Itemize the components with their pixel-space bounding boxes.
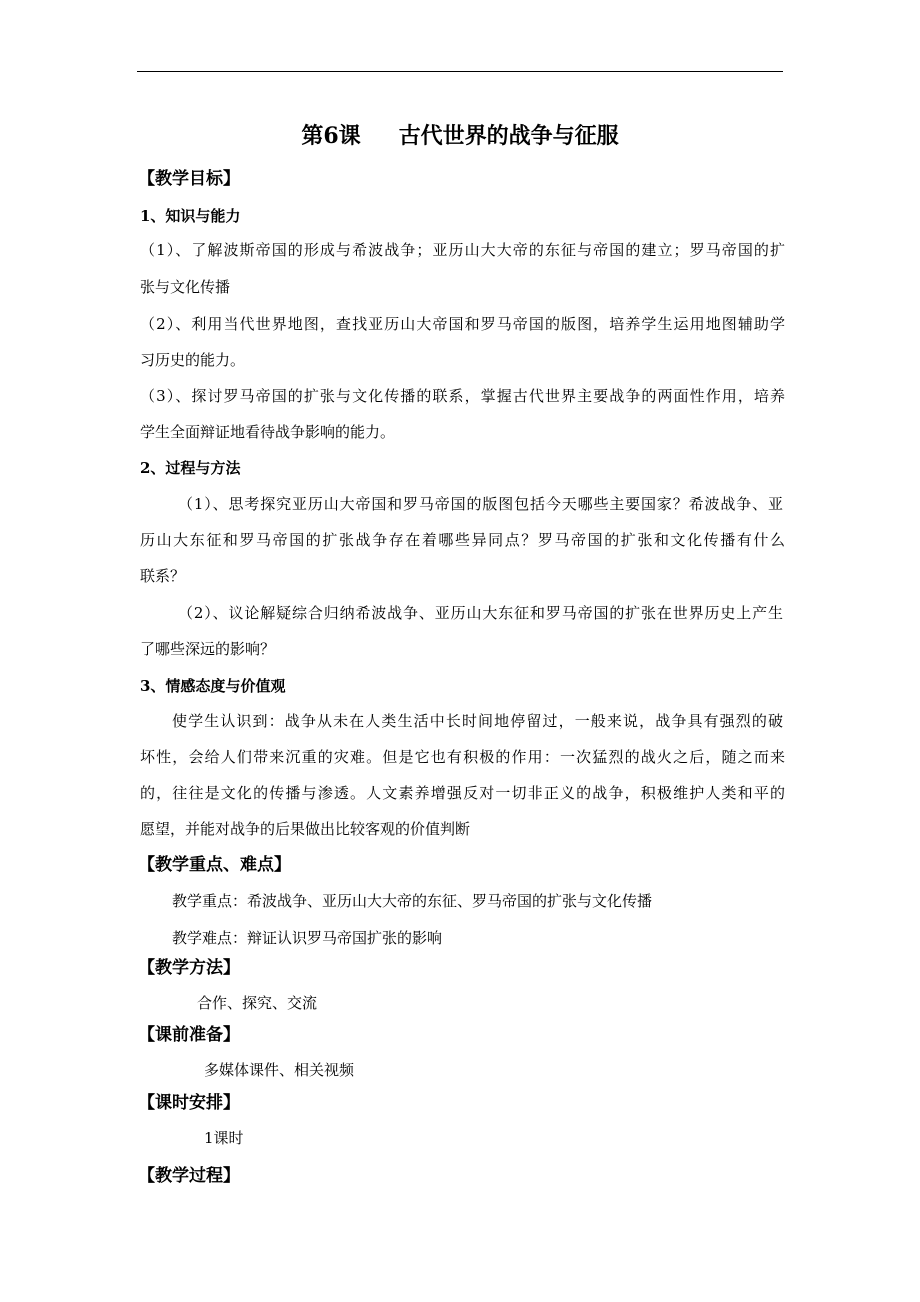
paragraph-line: 愿望，并能对战争的后果做出比较客观的价值判断 xyxy=(140,820,471,838)
paragraph-line: （1）、思考探究亚历山大帝国和罗马帝国的版图包括今天哪些主要国家？希波战争、亚 xyxy=(178,495,783,513)
header-rule xyxy=(137,71,783,72)
preparation-value: 多媒体课件、相关视频 xyxy=(204,1061,355,1079)
lesson-name: 古代世界的战争与征服 xyxy=(398,123,619,149)
heading-key-difficult: 【教学重点、难点】 xyxy=(138,855,291,875)
heading-schedule: 【课时安排】 xyxy=(138,1093,240,1113)
paragraph-line: （2）、议论解疑综合归纳希波战争、亚历山大东征和罗马帝国的扩张在世界历史上产生 xyxy=(178,604,783,622)
key-points: 教学重点：希波战争、亚历山大大帝的东征、罗马帝国的扩张与文化传播 xyxy=(172,892,653,910)
paragraph-line: 坏性，会给人们带来沉重的灾难。但是它也有积极的作用：一次猛烈的战火之后，随之而来 xyxy=(140,748,785,766)
paragraph-line: （3）、探讨罗马帝国的扩张与文化传播的联系，掌握古代世界主要战争的两面性作用，培养 xyxy=(140,387,785,405)
paragraph-line: （1）、了解波斯帝国的形成与希波战争；亚历山大大帝的东征与帝国的建立；罗马帝国的扩 xyxy=(140,241,785,259)
heading-objectives: 【教学目标】 xyxy=(138,169,240,189)
page-title xyxy=(0,122,920,150)
methods-value: 合作、探究、交流 xyxy=(197,994,318,1012)
paragraph-line: 学生全面辩证地看待战争影响的能力。 xyxy=(140,423,396,441)
heading-attitude-values: 3、情感态度与价值观 xyxy=(140,677,286,695)
paragraph-line: （2）、利用当代世界地图，查找亚历山大帝国和罗马帝国的版图，培养学生运用地图辅助学 xyxy=(140,315,785,333)
paragraph-line: 了哪些深远的影响？ xyxy=(140,640,276,658)
difficult-points: 教学难点：辩证认识罗马帝国扩张的影响 xyxy=(172,929,443,947)
heading-knowledge: 1、知识与能力 xyxy=(140,207,241,225)
paragraph-line: 联系？ xyxy=(140,567,186,585)
lesson-number: 第6课 xyxy=(301,123,361,149)
paragraph-line: 使学生认识到：战争从未在人类生活中长时间地停留过，一般来说，战争具有强烈的破 xyxy=(172,712,783,730)
schedule-value: 1课时 xyxy=(204,1129,244,1147)
heading-teaching-process: 【教学过程】 xyxy=(138,1166,240,1186)
heading-process-method: 2、过程与方法 xyxy=(140,459,241,477)
paragraph-line: 习历史的能力。 xyxy=(140,351,246,369)
paragraph-line: 张与文化传播 xyxy=(140,278,231,296)
heading-preparation: 【课前准备】 xyxy=(138,1025,240,1045)
paragraph-line: 的，往往是文化的传播与渗透。人文素养增强反对一切非正义的战争，积极维护人类和平的 xyxy=(140,784,785,802)
paragraph-line: 历山大东征和罗马帝国的扩张战争存在着哪些异同点？罗马帝国的扩张和文化传播有什么 xyxy=(140,531,785,549)
heading-methods: 【教学方法】 xyxy=(138,958,240,978)
